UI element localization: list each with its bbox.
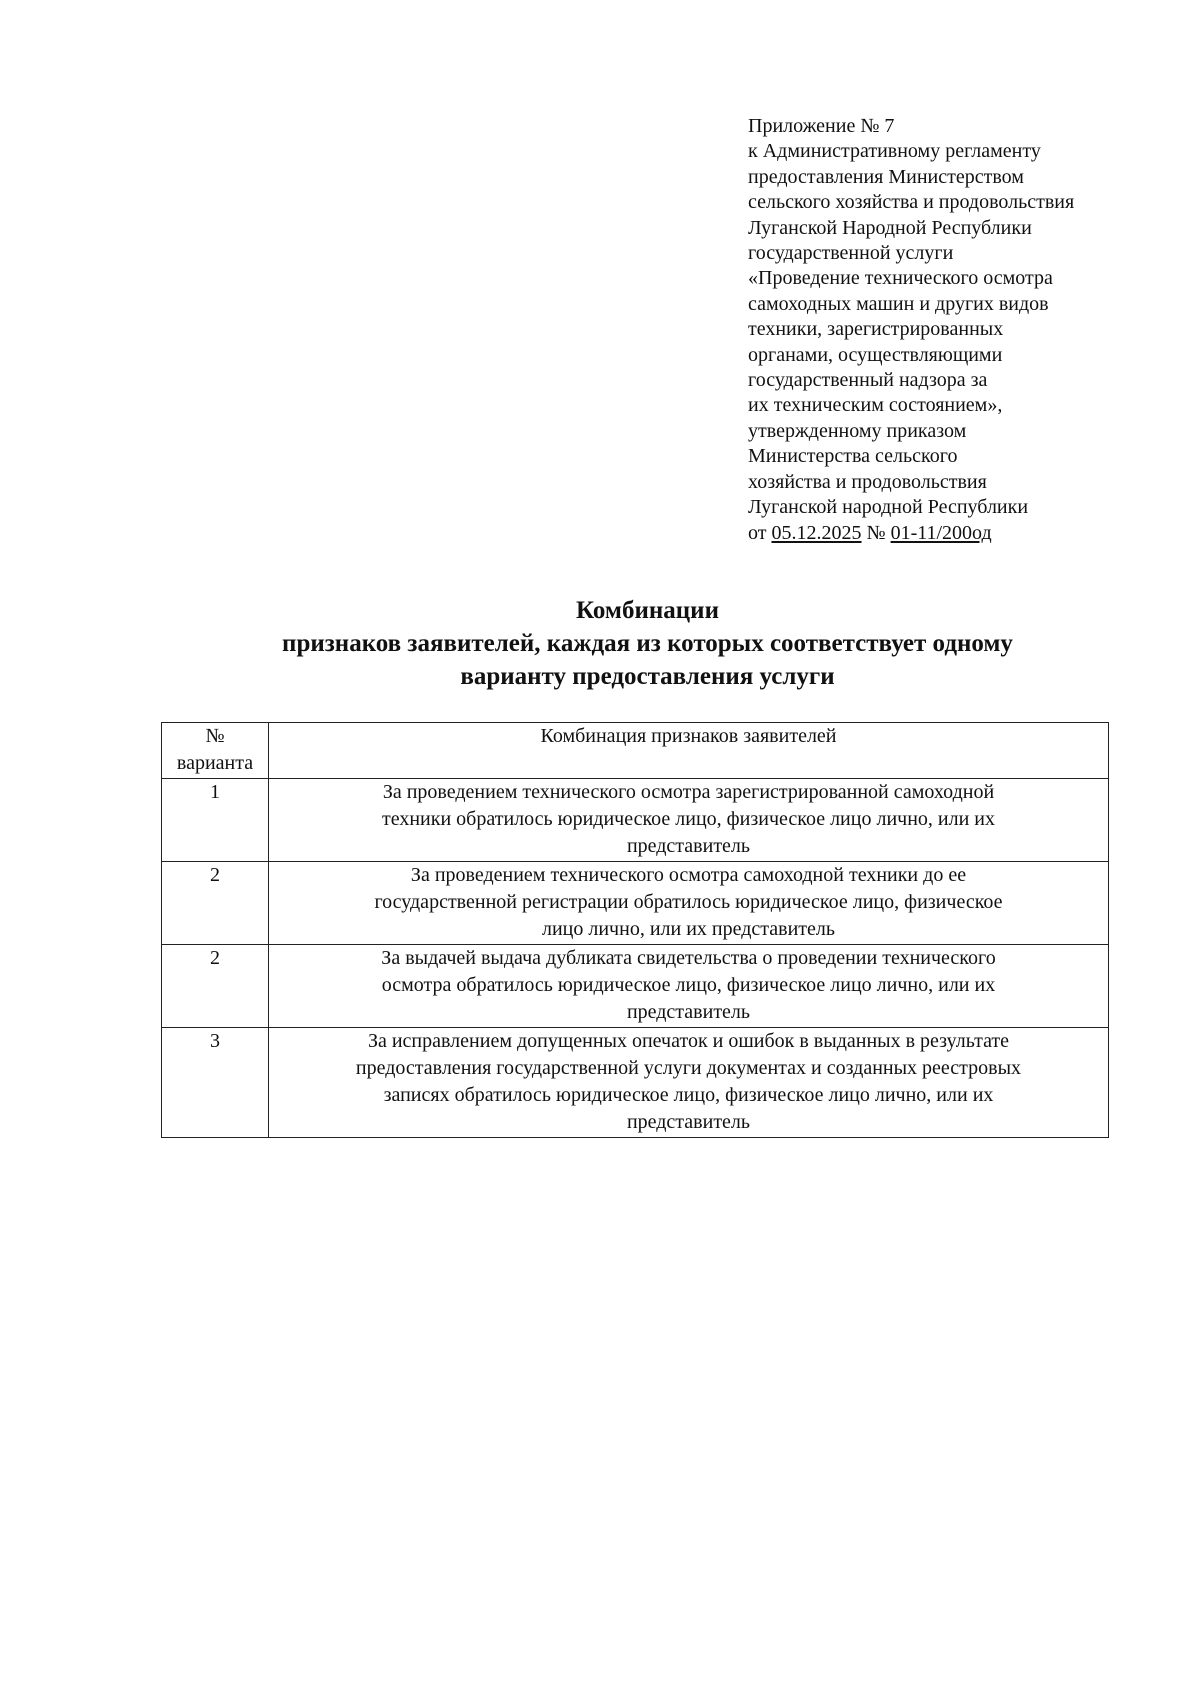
appendix-line: Министерства сельского [748,445,958,468]
order-date: 05.12.2025 [771,521,862,544]
cell-line: государственной регистрации обратилось юридическое лицо, физическое [374,891,1003,913]
title-line-2: признаков заявителей, каждая из которых соответствует одному [282,630,1013,657]
cell-line: лицо лично, или их представитель [541,918,836,940]
combination-cell [269,945,1109,1028]
order-number-sign: № [861,521,891,544]
combinations-table [161,722,1109,1138]
appendix-line: органами, осуществляющими [748,343,1003,366]
appendix-line: Луганской народной Республики [748,496,1029,519]
header-combination: Комбинация признаков заявителей [269,723,1109,779]
cell-line: представитель [626,1111,751,1133]
appendix-line: самоходных машин и других видов [748,292,1049,315]
appendix-line: государственной услуги [748,242,954,265]
cell-line: предоставления государственной услуги документах и созданных реестровых [355,1057,1022,1079]
document-title [130,594,1165,693]
combination-cell [269,1028,1109,1138]
cell-line: За выдачей выдача дубликата свидетельства о проведении технического [381,947,996,969]
variant-number-cell: 2 [162,945,269,1028]
order-prefix: от [748,521,772,544]
header-variant-number [162,723,269,779]
cell-line: осмотра обратилось юридическое лицо, физическое лицо лично, или их [381,974,996,996]
variant-number-cell: 1 [162,779,269,862]
cell-line: За проведением технического осмотра самоходной техники до ее [410,864,967,886]
variant-number-cell: 2 [162,862,269,945]
cell-line: представитель [626,1001,751,1023]
appendix-line: предоставления Министерством [748,165,1024,188]
appendix-line: Луганской Народной Республики [748,216,1032,239]
appendix-line: «Проведение технического осмотра [748,267,1053,290]
appendix-line: их техническим состоянием», [748,394,1003,417]
cell-line: За исправлением допущенных опечаток и ошибок в выданных в результате [367,1030,1010,1052]
appendix-line: Приложение № 7 [748,115,895,137]
title-line-3: варианту предоставления услуги [460,663,835,690]
cell-line: техники обратилось юридическое лицо, физическое лицо лично, или их [382,808,995,830]
table-header-row [162,723,1109,779]
header-num-sign: № [205,725,225,747]
appendix-line: сельского хозяйства и продовольствия [748,191,1075,214]
title-line-1: Комбинации [576,597,719,624]
order-reference-line [748,521,1168,546]
table-row [162,779,1109,862]
table-row [162,945,1109,1028]
appendix-reference [748,114,1168,546]
combination-cell [269,862,1109,945]
appendix-line: утвержденному приказом [748,419,967,442]
appendix-line: государственный надзора за [748,369,988,392]
appendix-line: техники, зарегистрированных [748,318,1004,341]
order-number: 01-11/200од [890,521,992,544]
appendix-line: хозяйства и продовольствия [748,470,987,493]
combination-cell [269,779,1109,862]
table-row [162,862,1109,945]
cell-line: За проведением технического осмотра зарегистрированной самоходной [382,781,995,803]
appendix-line: к Административному регламенту [748,140,1041,163]
cell-line: представитель [626,835,751,857]
variant-number-cell: 3 [162,1028,269,1138]
cell-line: записях обратилось юридическое лицо, физическое лицо лично, или их [383,1084,994,1106]
header-variant-word: варианта [176,752,254,774]
table-row [162,1028,1109,1138]
